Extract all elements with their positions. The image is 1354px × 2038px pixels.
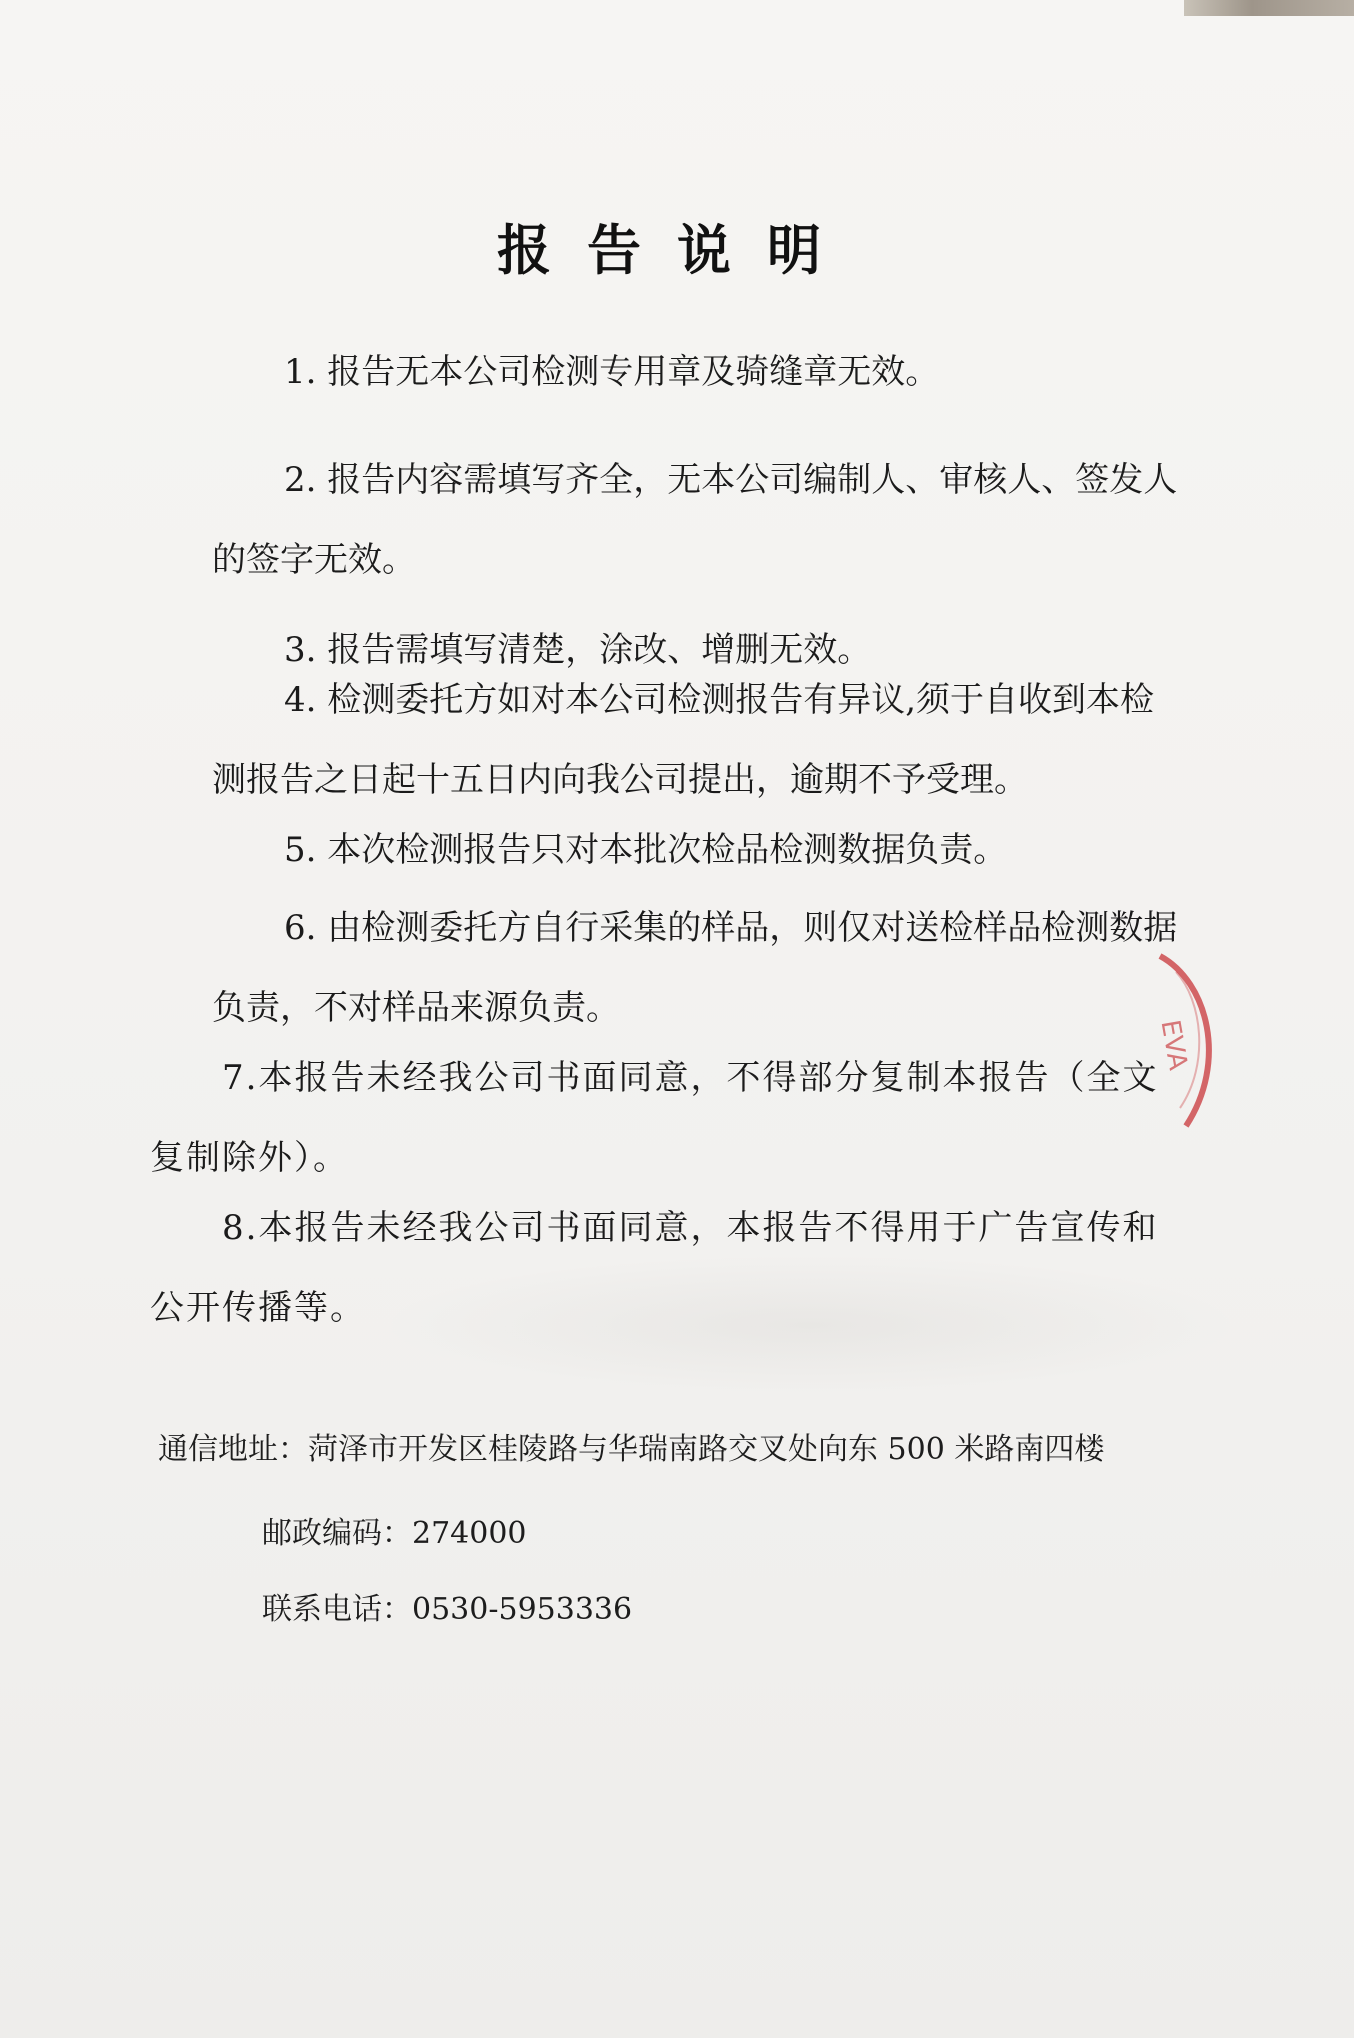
postcode-value: 274000 (412, 1516, 527, 1551)
phone-value: 0530-5953336 (412, 1592, 633, 1627)
postcode-line (262, 1508, 527, 1552)
page-title: 报告说明 (497, 219, 857, 282)
postcode-label: 邮政编码： (262, 1516, 412, 1551)
paper-corner (1184, 0, 1354, 16)
address-line (158, 1424, 1104, 1468)
list-item: 1. 报告无本公司检测专用章及骑缝章无效。 (284, 352, 940, 392)
address-value: 菏泽市开发区桂陵路与华瑞南路交叉处向东 500 米路南四楼 (308, 1432, 1105, 1467)
list-item: 5. 本次检测报告只对本批次检品检测数据负责。 (284, 830, 1008, 870)
red-seal-stamp (1150, 952, 1224, 1130)
list-item: 7.本报告未经我公司书面同意，不得部分复制本报告（全文复制除外）。 (150, 1058, 1159, 1178)
list-item: 4. 检测委托方如对本公司检测报告有异议,须于自收到本检测报告之日起十五日内向我公司提出，逾期不予受理。 (212, 680, 1155, 800)
list-item: 3. 报告需填写清楚，涂改、增删无效。 (284, 630, 872, 670)
list-item: 2. 报告内容需填写齐全，无本公司编制人、审核人、签发人的签字无效。 (212, 460, 1178, 580)
list-item: 8.本报告未经我公司书面同意，本报告不得用于广告宣传和公开传播等。 (150, 1208, 1159, 1328)
address-label: 通信地址： (158, 1432, 308, 1467)
phone-label: 联系电话： (262, 1592, 412, 1627)
phone-line (262, 1584, 632, 1628)
list-item: 6. 由检测委托方自行采集的样品，则仅对送检样品检测数据负责，不对样品来源负责。 (212, 908, 1178, 1028)
svg-text:EVA: EVA (1154, 1017, 1193, 1073)
